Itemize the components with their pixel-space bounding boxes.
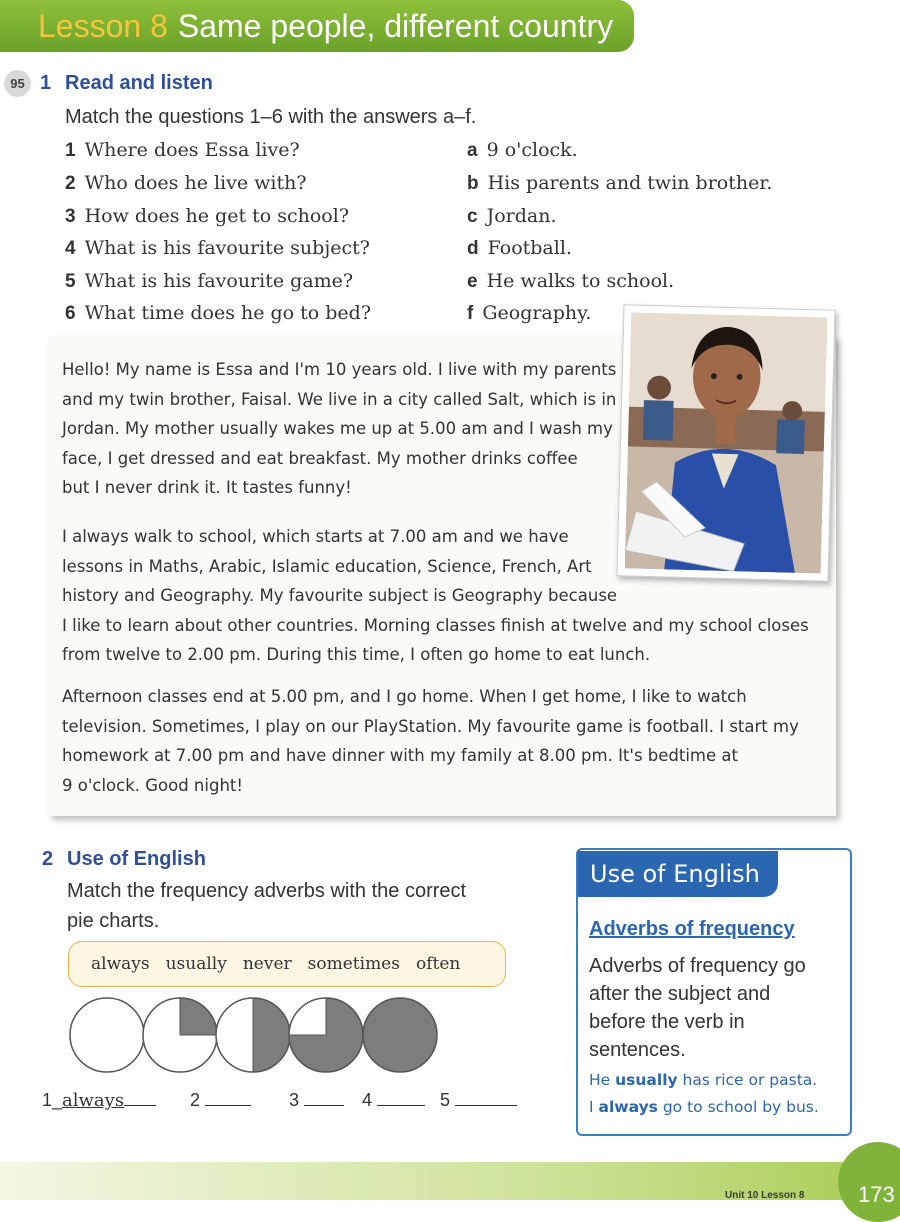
box-example-1: He usually has rice or pasta.: [589, 1071, 818, 1089]
section1-instruction: Match the questions 1–6 with the answers a–f.: [65, 106, 477, 128]
answer-letter: f: [467, 303, 474, 324]
audio-track-icon[interactable]: 95: [4, 70, 31, 97]
answer-letter: d: [467, 238, 479, 259]
section2-number: 2: [42, 848, 54, 870]
section2-instruction-line2: pie charts.: [67, 910, 160, 932]
section1-number: 1: [40, 72, 52, 94]
word-bank: [68, 941, 506, 987]
answer-text: He walks to school.: [486, 270, 675, 292]
answer-text: His parents and twin brother.: [487, 172, 773, 194]
answer-a: [467, 139, 578, 162]
question-3: [65, 205, 349, 228]
section2-title: Use of English: [67, 848, 206, 870]
question-2: [65, 172, 307, 195]
word-usually: usually: [165, 954, 227, 974]
boy-illustration: [625, 312, 828, 573]
pie-blank-4[interactable]: [362, 1090, 425, 1111]
pie-charts: [60, 990, 500, 1080]
question-number: 6: [65, 303, 76, 324]
footer-unit-label: Unit 10 Lesson 8: [725, 1190, 805, 1201]
answer-c: [467, 205, 556, 228]
pie-chart-5: [363, 998, 437, 1072]
answer-text: 9 o'clock.: [486, 139, 578, 161]
question-1: [65, 139, 300, 162]
question-text: Who does he live with?: [84, 172, 307, 194]
question-number: 1: [65, 140, 76, 161]
pie-answer: always: [62, 1090, 125, 1111]
word-always: always: [91, 954, 150, 974]
pie-chart-2: [143, 998, 217, 1072]
box-heading: Adverbs of frequency: [589, 918, 795, 940]
pie-label: 5: [440, 1090, 451, 1110]
box-example-2: I always go to school by bus.: [589, 1098, 819, 1116]
question-6: [65, 302, 371, 325]
pie-label: 1: [42, 1090, 53, 1110]
question-text: What time does he go to bed?: [84, 302, 372, 324]
story-paragraph-2: I always walk to school, which starts at 7.00 am and we have lessons in Maths, Arabic, Islamic education, Science, French, Art history and Geography. My favourite subject is Geography because I like to learn about other countries. Morning classes finish at twelve and my school closes from twelve to 2.00 pm. During this time, I often go home to eat lunch.: [62, 527, 809, 664]
box-text: Adverbs of frequency go after the subject and before the verb in sentences.: [589, 955, 806, 1061]
question-text: How does he get to school?: [84, 205, 350, 227]
essa-photo: [616, 304, 835, 581]
answer-text: Geography.: [482, 302, 592, 324]
question-5: [65, 270, 353, 293]
answer-letter: a: [467, 140, 478, 161]
story-paragraph-1: Hello! My name is Essa and I'm 10 years old. I live with my parents and my twin brother, Faisal. We live in a city called Salt, which is in Jordan. My mother usually wakes me up at 5.00 am and I wash my face, I get dressed and eat breakfast. My mother drinks coffee but I never drink it. It tastes funny!: [62, 360, 617, 497]
lesson-title: Same people, different country: [177, 7, 614, 44]
pie-label: 4: [362, 1090, 373, 1110]
pie-label: 2: [190, 1090, 201, 1110]
page-number: 173: [838, 1142, 900, 1222]
answer-text: Jordan.: [486, 205, 557, 227]
pie-blank-2[interactable]: [190, 1090, 251, 1111]
pie-chart-1: [70, 998, 144, 1072]
question-text: What is his favourite subject?: [84, 237, 370, 259]
lesson-banner: [0, 0, 634, 52]
question-number: 3: [65, 206, 76, 227]
lesson-number: Lesson 8: [38, 7, 168, 44]
word-never: never: [242, 954, 292, 974]
question-text: Where does Essa live?: [84, 139, 300, 161]
answer-b: [467, 172, 772, 195]
pie-chart-3: [216, 998, 290, 1072]
answer-letter: e: [467, 271, 478, 292]
answer-letter: c: [467, 206, 478, 227]
question-number: 2: [65, 173, 76, 194]
word-often: often: [415, 954, 461, 974]
pie-blank-5[interactable]: [440, 1090, 517, 1111]
pie-blank-1[interactable]: 1_always: [42, 1090, 156, 1111]
section1-title: Read and listen: [65, 72, 213, 94]
pie-blank-3[interactable]: [289, 1090, 344, 1111]
pie-chart-4: [289, 998, 363, 1072]
answer-text: Football.: [487, 237, 572, 259]
pie-label: 3: [289, 1090, 300, 1110]
answer-d: [467, 237, 572, 260]
question-4: [65, 237, 370, 260]
question-number: 5: [65, 271, 76, 292]
question-text: What is his favourite game?: [84, 270, 354, 292]
answer-e: [467, 270, 674, 293]
question-number: 4: [65, 238, 76, 259]
word-sometimes: sometimes: [307, 954, 400, 974]
section2-instruction-line1: Match the frequency adverbs with the correct: [67, 880, 467, 902]
answer-f: [467, 302, 591, 325]
box-tab: Use of English: [578, 851, 778, 897]
answer-letter: b: [467, 173, 479, 194]
story-paragraph-3: Afternoon classes end at 5.00 pm, and I go home. When I get home, I like to watch television. Sometimes, I play on our PlayStation. My favourite game is football. I start my homework at 7.00 pm and have dinner with my family at 8.00 pm. It's bedtime at 9 o'clock. Good night!: [62, 687, 799, 795]
